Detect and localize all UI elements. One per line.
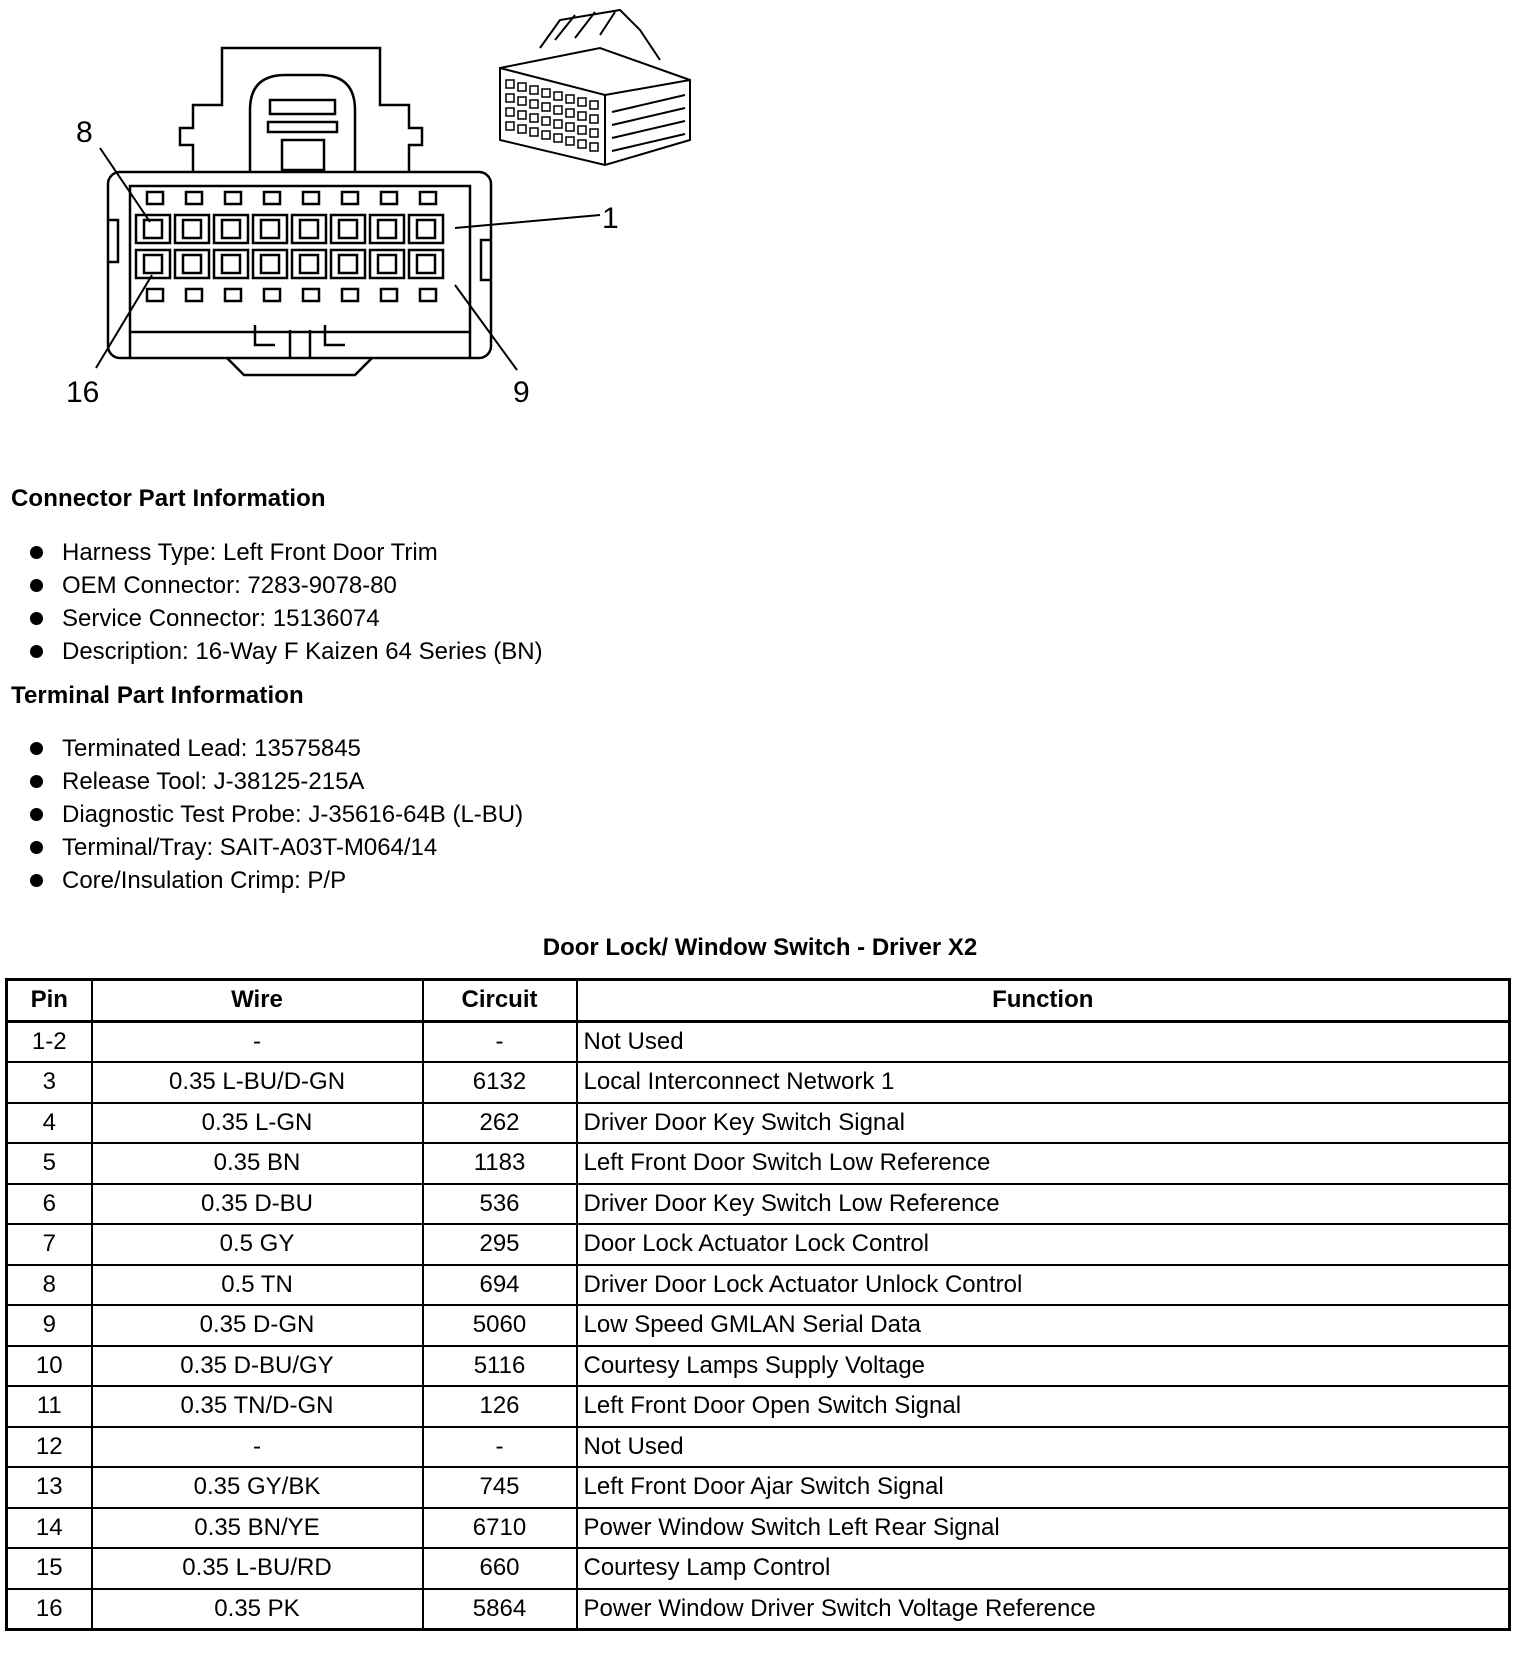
- column-header-function: Function: [577, 980, 1510, 1022]
- column-header-circuit: Circuit: [423, 980, 577, 1022]
- list-item: Terminated Lead: 13575845: [28, 732, 523, 765]
- bullet-icon: [30, 808, 43, 821]
- lower-lock-cavity: [147, 289, 163, 301]
- cell-circuit: 6710: [423, 1508, 577, 1549]
- cell-function: Power Window Driver Switch Voltage Reference: [577, 1589, 1510, 1630]
- cell-pin: 10: [7, 1346, 92, 1387]
- cell-wire: 0.35 L-BU/D-GN: [92, 1062, 423, 1103]
- cell-pin: 16: [7, 1589, 92, 1630]
- bullet-icon: [30, 645, 43, 658]
- cell-pin: 3: [7, 1062, 92, 1103]
- cell-wire: 0.35 GY/BK: [92, 1467, 423, 1508]
- column-header-wire: Wire: [92, 980, 423, 1022]
- cell-wire: 0.35 L-GN: [92, 1103, 423, 1144]
- cell-function: Power Window Switch Left Rear Signal: [577, 1508, 1510, 1549]
- table-header-row: [7, 980, 1510, 1022]
- lower-lock-cavity: [225, 289, 241, 301]
- cell-circuit: 694: [423, 1265, 577, 1306]
- table-row: [7, 1589, 1510, 1630]
- cell-pin: 11: [7, 1386, 92, 1427]
- cell-function: Courtesy Lamps Supply Voltage: [577, 1346, 1510, 1387]
- cell-circuit: 126: [423, 1386, 577, 1427]
- table-row: [7, 1305, 1510, 1346]
- cell-pin: 15: [7, 1548, 92, 1589]
- table-row: [7, 1143, 1510, 1184]
- cell-circuit: -: [423, 1427, 577, 1468]
- bullet-icon: [30, 841, 43, 854]
- cell-function: Courtesy Lamp Control: [577, 1548, 1510, 1589]
- upper-lock-cavity: [420, 192, 436, 204]
- pin-label-8: 8: [76, 116, 93, 149]
- cell-pin: 7: [7, 1224, 92, 1265]
- cell-pin: 6: [7, 1184, 92, 1225]
- table-row: [7, 1508, 1510, 1549]
- lower-lock-cavity: [342, 289, 358, 301]
- connector-diagram: [0, 0, 720, 420]
- cell-circuit: 262: [423, 1103, 577, 1144]
- cell-circuit: 1183: [423, 1143, 577, 1184]
- cell-wire: -: [92, 1427, 423, 1468]
- cell-circuit: 6132: [423, 1062, 577, 1103]
- lower-lock-cavity: [264, 289, 280, 301]
- bullet-icon: [30, 874, 43, 887]
- pin-label-1: 1: [602, 202, 619, 235]
- cell-pin: 13: [7, 1467, 92, 1508]
- lower-lock-cavity: [420, 289, 436, 301]
- cell-circuit: 5864: [423, 1589, 577, 1630]
- cell-wire: 0.35 L-BU/RD: [92, 1548, 423, 1589]
- list-item: Terminal/Tray: SAIT-A03T-M064/14: [28, 831, 523, 864]
- list-item: Core/Insulation Crimp: P/P: [28, 864, 523, 897]
- cell-wire: 0.35 D-GN: [92, 1305, 423, 1346]
- cell-pin: 4: [7, 1103, 92, 1144]
- pin-table: [5, 978, 1511, 1631]
- list-item: Description: 16-Way F Kaizen 64 Series (BN): [28, 635, 543, 668]
- list-item: Service Connector: 15136074: [28, 602, 543, 635]
- table-row: [7, 1386, 1510, 1427]
- upper-lock-cavity: [303, 192, 319, 204]
- cell-wire: 0.35 BN/YE: [92, 1508, 423, 1549]
- lower-lock-cavity: [186, 289, 202, 301]
- cell-function: Left Front Door Switch Low Reference: [577, 1143, 1510, 1184]
- cell-function: Driver Door Key Switch Low Reference: [577, 1184, 1510, 1225]
- cell-wire: 0.5 TN: [92, 1265, 423, 1306]
- cell-function: Local Interconnect Network 1: [577, 1062, 1510, 1103]
- column-header-pin: Pin: [7, 980, 92, 1022]
- cell-circuit: 5116: [423, 1346, 577, 1387]
- bullet-icon: [30, 775, 43, 788]
- cell-circuit: -: [423, 1021, 577, 1062]
- cell-wire: 0.35 D-BU/GY: [92, 1346, 423, 1387]
- list-item: Harness Type: Left Front Door Trim: [28, 536, 543, 569]
- cell-wire: 0.35 TN/D-GN: [92, 1386, 423, 1427]
- cell-pin: 9: [7, 1305, 92, 1346]
- upper-lock-cavity: [342, 192, 358, 204]
- pin-label-9: 9: [513, 376, 530, 409]
- cell-wire: 0.5 GY: [92, 1224, 423, 1265]
- pin-table-title: Door Lock/ Window Switch - Driver X2: [542, 934, 978, 961]
- bullet-icon: [30, 579, 43, 592]
- upper-lock-cavity: [264, 192, 280, 204]
- list-item: OEM Connector: 7283-9078-80: [28, 569, 543, 602]
- table-row: [7, 1062, 1510, 1103]
- table-row: [7, 1184, 1510, 1225]
- upper-lock-cavity: [186, 192, 202, 204]
- table-row: [7, 1346, 1510, 1387]
- cell-function: Driver Door Key Switch Signal: [577, 1103, 1510, 1144]
- cell-pin: 14: [7, 1508, 92, 1549]
- pin-label-16: 16: [66, 376, 100, 409]
- cell-circuit: 745: [423, 1467, 577, 1508]
- cell-pin: 1-2: [7, 1021, 92, 1062]
- leader-pin-1: [455, 215, 600, 228]
- table-row: [7, 1427, 1510, 1468]
- cell-function: Not Used: [577, 1427, 1510, 1468]
- cell-pin: 12: [7, 1427, 92, 1468]
- upper-lock-cavity: [147, 192, 163, 204]
- cell-circuit: 660: [423, 1548, 577, 1589]
- bullet-icon: [30, 612, 43, 625]
- terminal-part-information-title: Terminal Part Information: [11, 682, 304, 709]
- cell-pin: 5: [7, 1143, 92, 1184]
- lower-lock-cavity: [303, 289, 319, 301]
- upper-lock-cavity: [381, 192, 397, 204]
- cell-function: Left Front Door Ajar Switch Signal: [577, 1467, 1510, 1508]
- bullet-icon: [30, 546, 43, 559]
- table-row: [7, 1467, 1510, 1508]
- list-item: Release Tool: J-38125-215A: [28, 765, 523, 798]
- lower-lock-cavity: [381, 289, 397, 301]
- connector-3d-illustration: [500, 10, 690, 165]
- cell-circuit: 295: [423, 1224, 577, 1265]
- cell-circuit: 5060: [423, 1305, 577, 1346]
- terminal-part-information-list: [28, 732, 523, 897]
- table-row: [7, 1265, 1510, 1306]
- table-row: [7, 1021, 1510, 1062]
- upper-lock-cavity: [225, 192, 241, 204]
- cell-function: Driver Door Lock Actuator Unlock Control: [577, 1265, 1510, 1306]
- cell-wire: 0.35 PK: [92, 1589, 423, 1630]
- connector-part-information-list: [28, 536, 543, 668]
- cell-wire: 0.35 D-BU: [92, 1184, 423, 1225]
- bullet-icon: [30, 742, 43, 755]
- cell-wire: -: [92, 1021, 423, 1062]
- cell-function: Door Lock Actuator Lock Control: [577, 1224, 1510, 1265]
- cell-circuit: 536: [423, 1184, 577, 1225]
- cell-function: Left Front Door Open Switch Signal: [577, 1386, 1510, 1427]
- leader-pin-16: [96, 275, 152, 368]
- list-item: Diagnostic Test Probe: J-35616-64B (L-BU): [28, 798, 523, 831]
- cell-function: Not Used: [577, 1021, 1510, 1062]
- table-row: [7, 1224, 1510, 1265]
- cell-function: Low Speed GMLAN Serial Data: [577, 1305, 1510, 1346]
- table-row: [7, 1548, 1510, 1589]
- table-row: [7, 1103, 1510, 1144]
- cell-wire: 0.35 BN: [92, 1143, 423, 1184]
- connector-part-information-title: Connector Part Information: [11, 485, 326, 512]
- cell-pin: 8: [7, 1265, 92, 1306]
